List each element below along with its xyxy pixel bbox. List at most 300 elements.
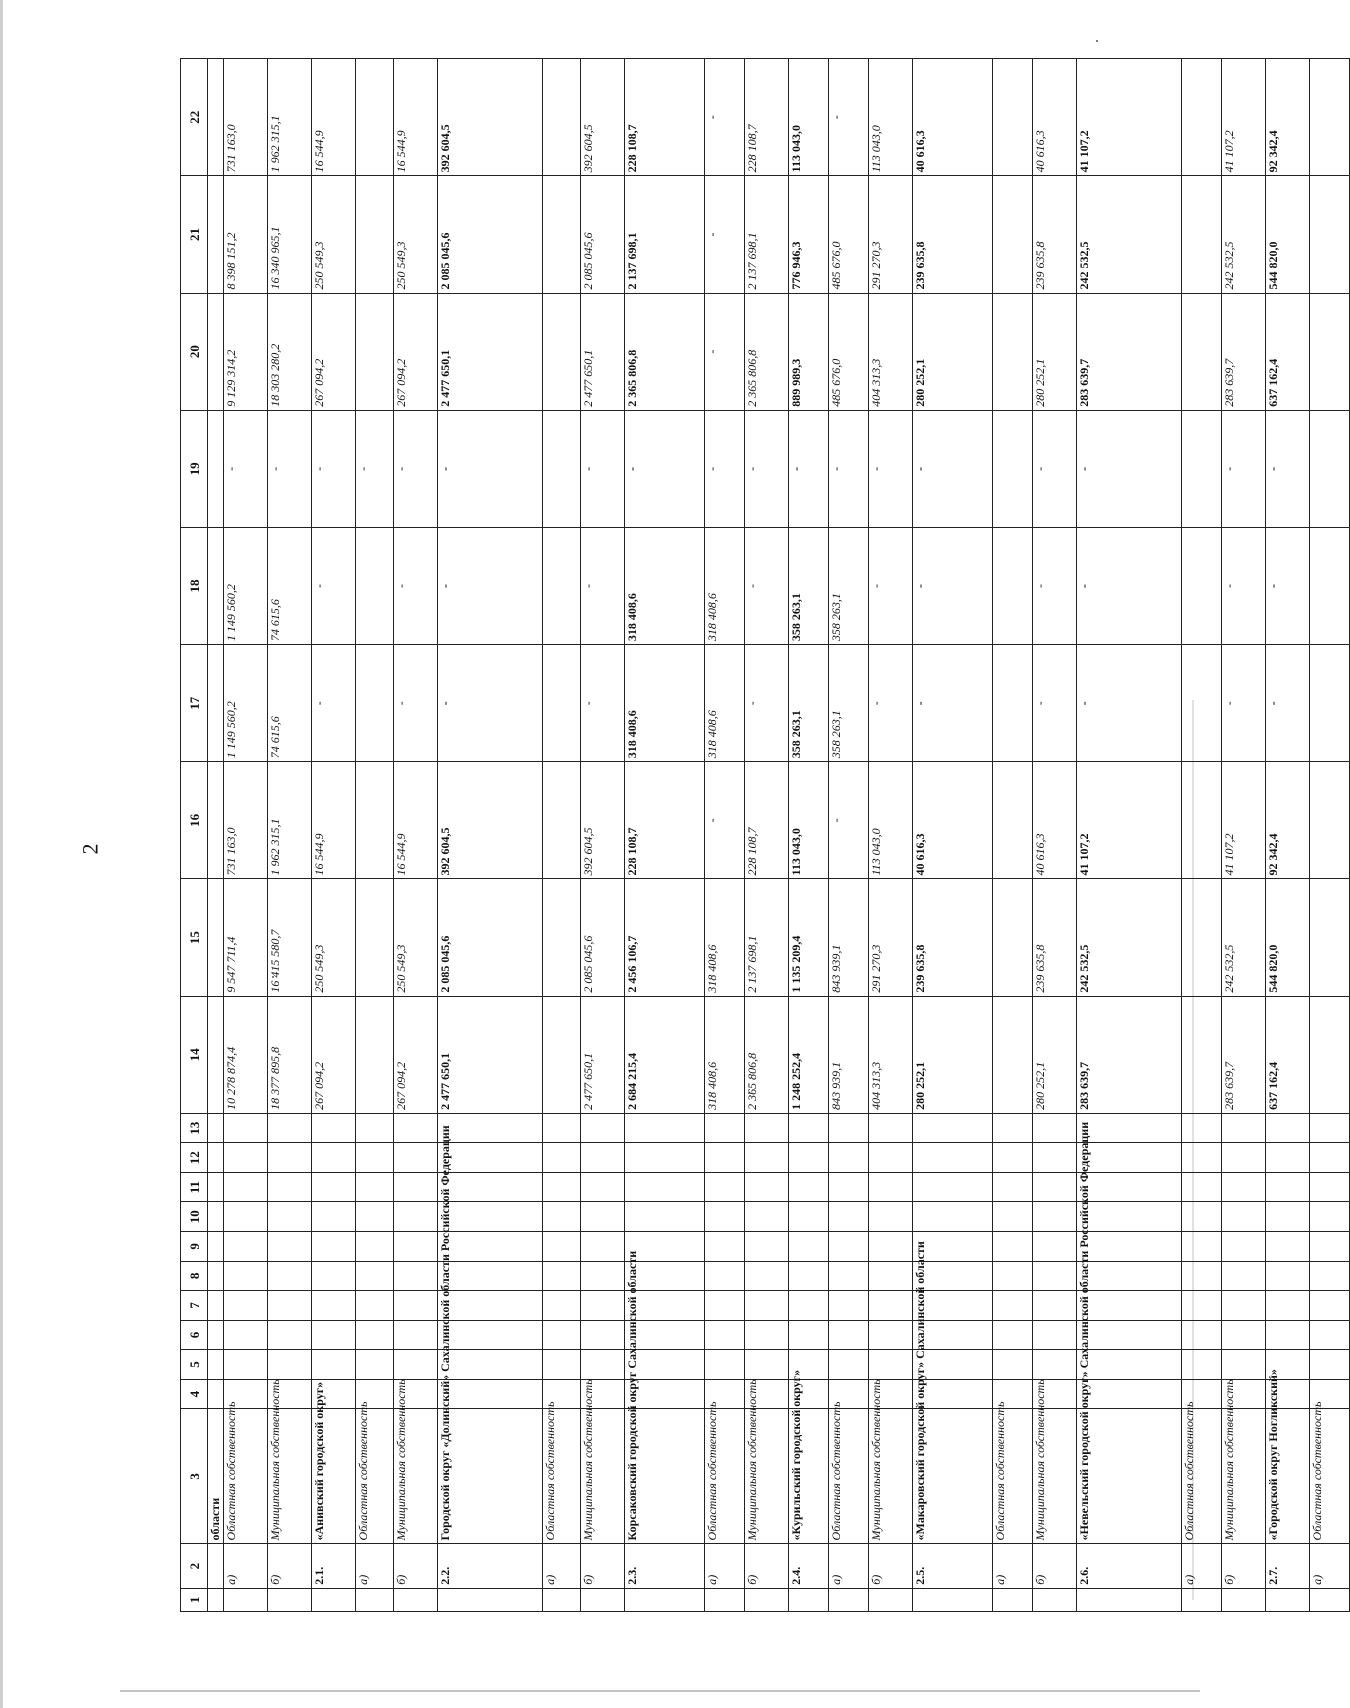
value-cell <box>543 176 581 293</box>
value-cell <box>1310 176 1350 293</box>
row-index: а) <box>543 1544 581 1588</box>
value-cell: 544 820,0 <box>1266 176 1310 293</box>
empty-cell <box>356 1113 394 1143</box>
empty-cell <box>705 1143 745 1173</box>
empty-cell <box>789 1113 829 1143</box>
empty-cell <box>745 1291 789 1321</box>
value-cell: 267 094,2 <box>312 996 356 1113</box>
value-cell <box>1182 176 1222 293</box>
empty-cell <box>543 1202 581 1232</box>
column-header: 3 <box>181 1409 208 1544</box>
empty-cell <box>224 1320 268 1350</box>
value-cell: 392 604,5 <box>438 762 543 879</box>
value-cell: 239 635,8 <box>1033 176 1077 293</box>
empty-cell <box>869 1320 913 1350</box>
value-cell: 889 989,3 <box>789 293 829 410</box>
value-cell: 228 108,7 <box>745 59 789 176</box>
value-cell: - <box>745 410 789 527</box>
empty-cell <box>1310 1113 1350 1143</box>
empty-cell <box>829 1320 869 1350</box>
empty-cell <box>1222 1320 1266 1350</box>
empty-cell <box>1077 1172 1182 1202</box>
row-name: Корсаковский городской округ Сахалинской области <box>625 1409 705 1544</box>
empty-cell <box>1222 1232 1266 1262</box>
value-cell <box>208 762 224 879</box>
empty-cell <box>1266 1202 1310 1232</box>
value-cell: - <box>268 410 312 527</box>
empty-cell <box>268 1261 312 1291</box>
empty-cell <box>224 1172 268 1202</box>
value-cell: - <box>1077 645 1182 762</box>
empty-cell <box>1266 1291 1310 1321</box>
empty-cell <box>1077 1261 1182 1291</box>
value-cell: 242 532,5 <box>1077 176 1182 293</box>
empty-cell <box>312 1291 356 1321</box>
empty-cell <box>745 1350 789 1380</box>
value-cell: 283 639,7 <box>1222 996 1266 1113</box>
value-cell: - <box>1222 645 1266 762</box>
value-cell: - <box>705 410 745 527</box>
empty-cell <box>543 1350 581 1380</box>
row-col-1 <box>581 1588 625 1611</box>
value-cell: 267 094,2 <box>312 293 356 410</box>
value-cell <box>1182 762 1222 879</box>
row-col-1 <box>543 1588 581 1611</box>
empty-cell <box>993 1143 1033 1173</box>
value-cell: 776 946,3 <box>789 176 829 293</box>
value-cell: 1 248 252,4 <box>789 996 829 1113</box>
column-header: 17 <box>181 645 208 762</box>
column-header: 9 <box>181 1232 208 1262</box>
row-index: б) <box>1033 1544 1077 1588</box>
table-row <box>208 59 224 1612</box>
row-col-1 <box>312 1588 356 1611</box>
empty-cell <box>1033 1350 1077 1380</box>
empty-cell <box>993 1291 1033 1321</box>
empty-cell <box>356 1320 394 1350</box>
table-row <box>993 59 1033 1612</box>
column-header: 12 <box>181 1143 208 1173</box>
empty-cell <box>1182 1202 1222 1232</box>
row-col-1 <box>993 1588 1033 1611</box>
empty-cell <box>1077 1320 1182 1350</box>
row-name: «Городской округ Ногликский» <box>1266 1409 1310 1544</box>
value-cell: 637 162,4 <box>1266 293 1310 410</box>
value-cell <box>356 293 394 410</box>
value-cell <box>208 293 224 410</box>
value-cell: 113 043,0 <box>869 762 913 879</box>
empty-cell <box>829 1261 869 1291</box>
empty-cell <box>789 1320 829 1350</box>
row-col-1 <box>438 1588 543 1611</box>
row-index: 2.2. <box>438 1544 543 1588</box>
table-row <box>356 59 394 1612</box>
empty-cell <box>543 1291 581 1321</box>
empty-cell <box>1033 1202 1077 1232</box>
empty-cell <box>913 1202 993 1232</box>
empty-cell <box>356 1202 394 1232</box>
value-cell: - <box>913 410 993 527</box>
empty-cell <box>745 1202 789 1232</box>
value-cell <box>1182 879 1222 996</box>
empty-cell <box>1222 1143 1266 1173</box>
value-cell <box>1310 59 1350 176</box>
row-index: 2.7. <box>1266 1544 1310 1588</box>
empty-cell <box>208 1113 224 1143</box>
value-cell: 242 532,5 <box>1222 879 1266 996</box>
row-index: а) <box>993 1544 1033 1588</box>
row-col-1 <box>394 1588 438 1611</box>
empty-cell <box>1182 1291 1222 1321</box>
empty-cell <box>268 1291 312 1321</box>
value-cell: 280 252,1 <box>1033 996 1077 1113</box>
empty-cell <box>208 1232 224 1262</box>
value-cell: 291 270,3 <box>869 879 913 996</box>
row-index: а) <box>224 1544 268 1588</box>
value-cell: 250 549,3 <box>312 879 356 996</box>
row-index: а) <box>1310 1544 1350 1588</box>
empty-cell <box>829 1172 869 1202</box>
empty-cell <box>789 1202 829 1232</box>
empty-cell <box>1222 1261 1266 1291</box>
empty-cell <box>356 1143 394 1173</box>
value-cell: 1 149 560,2 <box>224 645 268 762</box>
empty-cell <box>829 1350 869 1380</box>
row-col-1 <box>1222 1588 1266 1611</box>
empty-cell <box>829 1291 869 1321</box>
empty-cell <box>394 1350 438 1380</box>
value-cell: 40 616,3 <box>1033 762 1077 879</box>
column-header: 4 <box>181 1379 208 1409</box>
value-cell: 113 043,0 <box>789 59 829 176</box>
empty-cell <box>1182 1261 1222 1291</box>
row-index: 2.3. <box>625 1544 705 1588</box>
value-cell <box>993 879 1033 996</box>
column-header: 16 <box>181 762 208 879</box>
row-col-1 <box>208 1588 224 1611</box>
value-cell: 40 616,3 <box>913 59 993 176</box>
value-cell: 250 549,3 <box>312 176 356 293</box>
table-row <box>745 59 789 1612</box>
value-cell: 2 684 215,4 <box>625 996 705 1113</box>
column-header: 11 <box>181 1172 208 1202</box>
empty-cell <box>438 1291 543 1321</box>
value-cell: 291 270,3 <box>869 176 913 293</box>
value-cell <box>208 879 224 996</box>
column-header: 2 <box>181 1544 208 1588</box>
row-index: а) <box>829 1544 869 1588</box>
value-cell: 113 043,0 <box>789 762 829 879</box>
value-cell: 74 615,6 <box>268 527 312 644</box>
row-col-1 <box>1266 1588 1310 1611</box>
empty-cell <box>993 1350 1033 1380</box>
value-cell: 16 544,9 <box>312 762 356 879</box>
row-index: б) <box>581 1544 625 1588</box>
empty-cell <box>1033 1232 1077 1262</box>
value-cell: - <box>356 410 394 527</box>
empty-cell <box>869 1261 913 1291</box>
value-cell: 2 137 698,1 <box>625 176 705 293</box>
empty-cell <box>581 1320 625 1350</box>
value-cell: - <box>829 59 869 176</box>
value-cell: 10 278 874,4 <box>224 996 268 1113</box>
value-cell: 2 365 806,8 <box>745 996 789 1113</box>
empty-cell <box>438 1350 543 1380</box>
empty-cell <box>1182 1232 1222 1262</box>
row-name: Областная собственность <box>224 1409 268 1544</box>
value-cell: - <box>869 410 913 527</box>
value-cell: 392 604,5 <box>438 59 543 176</box>
value-cell: 267 094,2 <box>394 996 438 1113</box>
column-number-row <box>181 59 208 1612</box>
value-cell: - <box>394 527 438 644</box>
empty-cell <box>581 1202 625 1232</box>
value-cell <box>1182 527 1222 644</box>
value-cell <box>208 527 224 644</box>
empty-cell <box>1266 1113 1310 1143</box>
row-name: Муниципальная собственность <box>1033 1409 1077 1544</box>
table-body <box>208 59 1350 1612</box>
row-index: 2.5. <box>913 1544 993 1588</box>
value-cell: 731 163,0 <box>224 762 268 879</box>
empty-cell <box>705 1172 745 1202</box>
scan-edge-bottom <box>120 1690 1200 1692</box>
value-cell: 2 085 045,6 <box>581 879 625 996</box>
value-cell <box>1310 527 1350 644</box>
value-cell: 228 108,7 <box>745 762 789 879</box>
rotated-table-frame <box>180 58 1324 1612</box>
row-col-1 <box>869 1588 913 1611</box>
value-cell: 8 398 151,2 <box>224 176 268 293</box>
value-cell: 2 137 698,1 <box>745 879 789 996</box>
column-header: 22 <box>181 59 208 176</box>
value-cell <box>543 293 581 410</box>
value-cell: 2 137 698,1 <box>745 176 789 293</box>
empty-cell <box>705 1261 745 1291</box>
empty-cell <box>394 1202 438 1232</box>
empty-cell <box>1182 1143 1222 1173</box>
empty-cell <box>356 1261 394 1291</box>
column-header: 14 <box>181 996 208 1113</box>
value-cell: 318 408,6 <box>705 527 745 644</box>
empty-cell <box>268 1350 312 1380</box>
empty-cell <box>993 1261 1033 1291</box>
table-row <box>829 59 869 1612</box>
empty-cell <box>356 1350 394 1380</box>
column-header: 10 <box>181 1202 208 1232</box>
value-cell: 318 408,6 <box>625 527 705 644</box>
value-cell <box>356 59 394 176</box>
empty-cell <box>1222 1172 1266 1202</box>
empty-cell <box>745 1143 789 1173</box>
empty-cell <box>789 1172 829 1202</box>
value-cell: 637 162,4 <box>1266 996 1310 1113</box>
empty-cell <box>705 1232 745 1262</box>
column-header: 1 <box>181 1588 208 1611</box>
value-cell: 2 085 045,6 <box>581 176 625 293</box>
column-header: 13 <box>181 1113 208 1143</box>
empty-cell <box>581 1113 625 1143</box>
row-col-1 <box>356 1588 394 1611</box>
empty-cell <box>1310 1320 1350 1350</box>
value-cell: - <box>1266 527 1310 644</box>
empty-cell <box>1077 1232 1182 1262</box>
value-cell: 2 365 806,8 <box>625 293 705 410</box>
row-name: Муниципальная собственность <box>745 1409 789 1544</box>
value-cell <box>1310 996 1350 1113</box>
value-cell <box>208 176 224 293</box>
value-cell <box>356 996 394 1113</box>
value-cell: - <box>1077 527 1182 644</box>
empty-cell <box>268 1172 312 1202</box>
value-cell <box>356 176 394 293</box>
empty-cell <box>745 1261 789 1291</box>
empty-cell <box>1182 1350 1222 1380</box>
value-cell: 9 129 314,2 <box>224 293 268 410</box>
empty-cell <box>208 1143 224 1173</box>
value-cell: 242 532,5 <box>1222 176 1266 293</box>
value-cell: 239 635,8 <box>1033 879 1077 996</box>
table-row <box>438 59 543 1612</box>
empty-cell <box>1033 1291 1077 1321</box>
value-cell: - <box>705 59 745 176</box>
value-cell <box>208 996 224 1113</box>
value-cell: 283 639,7 <box>1077 293 1182 410</box>
empty-cell <box>268 1202 312 1232</box>
empty-cell <box>394 1143 438 1173</box>
table-row <box>394 59 438 1612</box>
value-cell: - <box>438 645 543 762</box>
empty-cell <box>208 1172 224 1202</box>
row-name: Муниципальная собственность <box>394 1409 438 1544</box>
row-name: Муниципальная собственность <box>268 1409 312 1544</box>
value-cell <box>993 176 1033 293</box>
row-index: а) <box>705 1544 745 1588</box>
value-cell: - <box>705 762 745 879</box>
empty-cell <box>993 1202 1033 1232</box>
row-index: 2.4. <box>789 1544 829 1588</box>
row-index: 2.1. <box>312 1544 356 1588</box>
row-col-1 <box>1077 1588 1182 1611</box>
empty-cell <box>869 1232 913 1262</box>
empty-cell <box>829 1113 869 1143</box>
value-cell: 2 365 806,8 <box>745 293 789 410</box>
value-cell <box>1182 59 1222 176</box>
value-cell: 228 108,7 <box>625 762 705 879</box>
row-name: Областная собственность <box>705 1409 745 1544</box>
value-cell: 318 408,6 <box>705 879 745 996</box>
empty-cell <box>438 1232 543 1262</box>
value-cell: - <box>394 645 438 762</box>
row-index: б) <box>869 1544 913 1588</box>
empty-cell <box>1222 1350 1266 1380</box>
empty-cell <box>438 1172 543 1202</box>
row-index: а) <box>1182 1544 1222 1588</box>
value-cell: 318 408,6 <box>705 645 745 762</box>
empty-cell <box>1310 1143 1350 1173</box>
value-cell: - <box>913 527 993 644</box>
value-cell: 40 616,3 <box>1033 59 1077 176</box>
empty-cell <box>829 1202 869 1232</box>
value-cell <box>543 762 581 879</box>
value-cell: 74 615,6 <box>268 645 312 762</box>
value-cell <box>1310 762 1350 879</box>
value-cell: - <box>1222 410 1266 527</box>
value-cell: 41 107,2 <box>1222 762 1266 879</box>
row-index: б) <box>268 1544 312 1588</box>
value-cell: - <box>312 527 356 644</box>
row-name: «Невельский городской округ» Сахалинской области Российской Федерации <box>1077 1409 1182 1544</box>
empty-cell <box>224 1350 268 1380</box>
row-name: Муниципальная собственность <box>869 1409 913 1544</box>
value-cell <box>993 293 1033 410</box>
value-cell: - <box>438 527 543 644</box>
value-cell: 1 149 560,2 <box>224 527 268 644</box>
value-cell: 283 639,7 <box>1222 293 1266 410</box>
empty-cell <box>208 1320 224 1350</box>
row-col-1 <box>829 1588 869 1611</box>
empty-cell <box>394 1232 438 1262</box>
empty-cell <box>581 1143 625 1173</box>
empty-cell <box>312 1172 356 1202</box>
empty-cell <box>625 1172 705 1202</box>
empty-cell <box>705 1291 745 1321</box>
empty-cell <box>394 1291 438 1321</box>
value-cell: 843 939,1 <box>829 879 869 996</box>
value-cell <box>1182 996 1222 1113</box>
value-cell: 280 252,1 <box>1033 293 1077 410</box>
value-cell: - <box>438 410 543 527</box>
page-number: 2 <box>77 843 103 855</box>
empty-cell <box>312 1320 356 1350</box>
value-cell: - <box>745 645 789 762</box>
empty-cell <box>829 1143 869 1173</box>
empty-cell <box>438 1202 543 1232</box>
empty-cell <box>1077 1143 1182 1173</box>
empty-cell <box>224 1202 268 1232</box>
value-cell: - <box>1033 645 1077 762</box>
value-cell: 358 263,1 <box>829 527 869 644</box>
table-row <box>1266 59 1310 1612</box>
empty-cell <box>789 1232 829 1262</box>
empty-cell <box>1310 1261 1350 1291</box>
value-cell <box>356 879 394 996</box>
table-row <box>705 59 745 1612</box>
empty-cell <box>543 1113 581 1143</box>
value-cell: 242 532,5 <box>1077 879 1182 996</box>
empty-cell <box>789 1291 829 1321</box>
row-name: области <box>208 1409 224 1544</box>
row-name: Областная собственность <box>993 1409 1033 1544</box>
empty-cell <box>869 1350 913 1380</box>
empty-cell <box>224 1261 268 1291</box>
column-header: 21 <box>181 176 208 293</box>
value-cell: 544 820,0 <box>1266 879 1310 996</box>
column-header: 5 <box>181 1350 208 1380</box>
column-header: 20 <box>181 293 208 410</box>
scan-edge-left <box>0 0 3 1708</box>
value-cell: 2 477 650,1 <box>438 996 543 1113</box>
empty-cell <box>394 1113 438 1143</box>
value-cell: 485 676,0 <box>829 176 869 293</box>
empty-cell <box>543 1261 581 1291</box>
empty-cell <box>625 1202 705 1232</box>
value-cell: 16 544,9 <box>394 59 438 176</box>
empty-cell <box>438 1261 543 1291</box>
empty-cell <box>312 1202 356 1232</box>
empty-cell <box>208 1202 224 1232</box>
value-cell: 358 263,1 <box>789 527 829 644</box>
